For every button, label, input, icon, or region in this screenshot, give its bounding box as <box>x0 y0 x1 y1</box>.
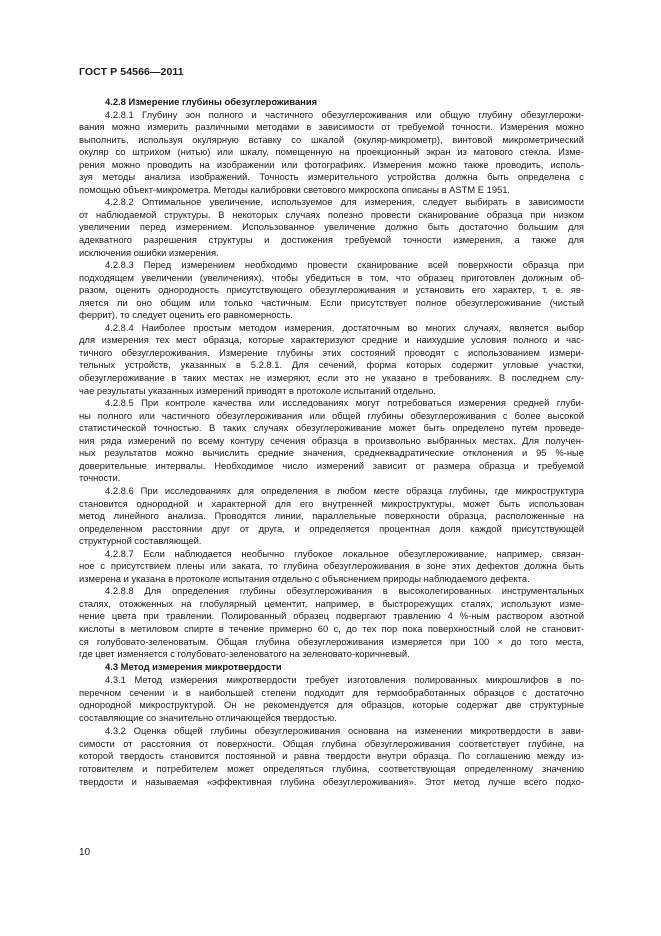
text-line: твердости и называемая «эффективная глубина обезуглероживания». Этот метод лучше всего подхо- <box>79 775 584 787</box>
text-line: ное с присутствием плены или заката, то глубина обезуглероживания в зоне этих дефектов должна быть <box>79 560 584 572</box>
text-line: перечном сечении и в наибольшей степени подходит для термообработанных образцов с достаточно <box>79 686 584 698</box>
text-line: окуляр со штрихом (нитью) или шкалу, помещенную на проекционный экран из матового стекла. Изме- <box>79 146 584 158</box>
section-heading: 4.3 Метод измерения микротвердости <box>105 660 282 672</box>
text-line: 4.2.8.5 При контроле качества или исследованиях могут потребоваться измерения средней глуби- <box>105 397 584 409</box>
text-line: составляющие со значительно отличающейся твердостью. <box>79 711 337 723</box>
text-line: 4.3.2 Оценка общей глубины обезуглероживания основана на изменении микротвердости в зави- <box>105 725 584 737</box>
text-line: доверительные интервалы. Необходимое число измерений зависит от размера образца и требуемой <box>79 459 584 471</box>
text-line: ния ряда измерений по всему контуру сечения образца в произвольно выбранных местах. Для получен- <box>79 434 584 446</box>
text-line: для измерения тех мест образца, которые характеризуют средние и наихудшие условия полного и час- <box>79 334 584 346</box>
text-line: вания можно измерить различными методами в зависимости от требуемой точности. Измерения можно <box>79 121 584 133</box>
text-line: выполнить, используя окулярную вставку со шкалой (окуляр-микрометр), винтовой микрометрический <box>79 133 584 145</box>
text-line: сталях, отожженных на глобулярный цементит, например, в быстрорежущих сталях, используют изме- <box>79 597 584 609</box>
text-line: тельных устройств, указанных в 5.2.8.1. Для сечений, форма которых содержит угловые участки, <box>79 359 584 371</box>
text-line: измерена и указана в протоколе испытания отдельно с объяснением природы наблюдаемого дефекта. <box>79 572 530 584</box>
text-line: 4.2.8.6 При исследованиях для определения в любом месте образца глубины, где микроструктура <box>105 484 584 496</box>
text-line: которой твердость становится постоянной и равна твердости внутри образца. По соглашению между из- <box>79 750 584 762</box>
text-line: 4.2.8.1 Глубину зон полного и частичного обезуглероживания или общую глубину обезуглерожи- <box>105 108 584 120</box>
text-line: ся голубовато-зеленоватым. Общая глубина обезуглероживания измеряется при 100 × до того места, <box>79 635 584 647</box>
text-line: кислоты в метиловом спирте в течение примерно 60 с, до тех пор пока поверхностный слой не становит- <box>79 622 584 634</box>
page-number: 10 <box>79 847 91 858</box>
text-line: готовителем и потребителем может определяться глубина, соответствующая определенному значению <box>79 762 584 774</box>
text-line: структурной составляющей. <box>79 535 202 547</box>
text-line: 4.3.1 Метод измерения микротвердости требует изготовления полированных микрошлифов в по- <box>105 674 584 686</box>
text-line: становится однородной и характерной для его внутренней микроструктуры, может быть использован <box>79 497 584 509</box>
text-line: разом, оценить однородность присутствующего обезуглероживания и установить его характер, т. е. яв- <box>79 284 584 296</box>
text-line: исключения ошибки измерения. <box>79 246 219 258</box>
text-line: нение цвета при травлении. Полированный образец подвергают травлению 4 %-ным раствором азотной <box>79 610 584 622</box>
text-line: 4.2.8.3 Перед измерением необходимо провести сканирование всей поверхности образца при <box>105 259 584 271</box>
text-line: точности. <box>79 472 121 484</box>
text-line: определенном расстоянии друг от друга, и определяется процентная доля каждой присутствующей <box>79 522 584 534</box>
text-line: симости от расстояния от поверхности. Общая глубина обезуглероживания соответствует глубине, на <box>79 737 584 749</box>
text-line: ны полного или частичного обезуглероживания или общей глубины обезуглероживания с более высокой <box>79 409 584 421</box>
text-line: 4.2.8.2 Оптимальное увеличение, используемое для измерения, следует выбирать в зависимости <box>105 196 584 208</box>
text-line: где цвет изменяется с голубовато-зеленоватого на зеленовато-коричневый. <box>79 648 410 660</box>
text-line: статистической точностью. В таких случаях обезуглероживание может быть определено путем проведе- <box>79 422 584 434</box>
text-line: рения можно проводить на изображении или фотографиях. Измерения можно также проводить, исполь- <box>79 158 584 170</box>
text-line: адекватного разрешения структуры и достижения требуемой точности измерения, а также для <box>79 234 584 246</box>
text-line: обезуглероживание в таких местах не измеряют, если это не указано в требованиях. В последнем слу- <box>79 372 584 384</box>
text-line: подходящем увеличении (увеличениях), чтобы убедиться в том, что образец приготовлен должным об- <box>79 271 584 283</box>
text-line: однородной микроструктурой. Он не рекомендуется для образцов, которые содержат две структурные <box>79 699 584 711</box>
text-line: увеличении перед измерением. Использованное увеличение должно быть достаточно большим для <box>79 221 584 233</box>
text-line: зуя методы анализа изображений. Точность измерительного устройства должна быть определена с <box>79 171 584 183</box>
text-line: от наблюдаемой структуры. В некоторых случаях полезно провести сканирование образца при низком <box>79 208 584 220</box>
section-heading: 4.2.8 Измерение глубины обезуглероживания <box>105 96 318 107</box>
text-line: ных результатов можно вычислить средние значения, среднеквадратические отклонения и 95 %-ные <box>79 447 584 459</box>
text-line: 4.2.8.7 Если наблюдается необычно глубокое локальное обезуглероживание, например, связан- <box>105 547 584 559</box>
text-line: ляется ли оно общим или только частичным. Если присутствует полное обезуглероживание (чистый <box>79 296 584 308</box>
text-line: тичного обезуглероживания. Измерение глубины этих состояний проводят с использованием измери- <box>79 346 584 358</box>
document-body <box>79 96 584 788</box>
text-line: 4.2.8.8 Для определения глубины обезуглероживания в высоколегированных инструментальных <box>105 585 584 597</box>
text-line: феррит), то следует оценить его равномерность. <box>79 309 293 321</box>
text-line: чае результаты указанных измерений приводят в протоколе испытаний отдельно. <box>79 384 436 396</box>
text-line: помощью объект-микрометра. Методы калибровки светового микроскопа описаны в ASTM E 1951. <box>79 183 511 195</box>
document-header: ГОСТ Р 54566—2011 <box>79 66 184 78</box>
text-line: 4.2.8.4 Наиболее простым методом измерения, достаточным во многих случаях, является выбор <box>105 321 584 333</box>
text-line: метод линейного анализа. Проводятся линии, параллельные поверхности образца, расположенные на <box>79 510 584 522</box>
